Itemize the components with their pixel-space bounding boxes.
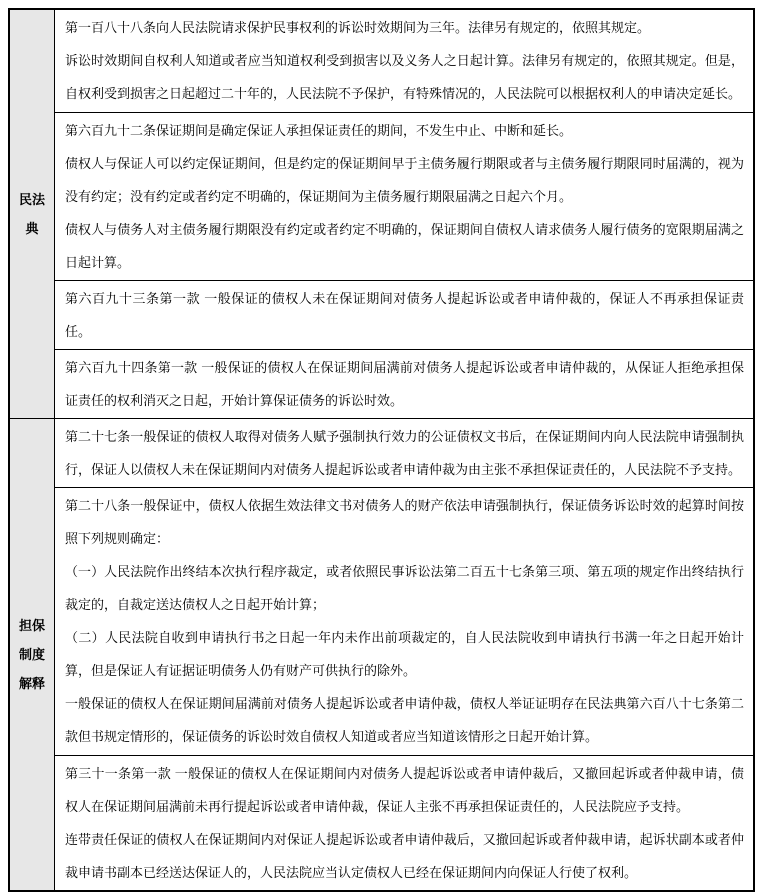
provision-paragraph: 第六百九十三条第一款 一般保证的债权人未在保证期间对债务人提起诉讼或者申请仲裁的，保证人不再承担保证责任。 — [65, 290, 744, 339]
provision-paragraph: 一般保证的债权人在保证期间届满前对债务人提起诉讼或者申请仲裁，债权人举证证明存在民法典第六百八十七条第二款但书规定情形的，保证债务的诉讼时效自债权人知道或者应当知道该情形之日起开始计算。 — [65, 696, 744, 744]
provision-cell-article-694 — [55, 349, 755, 418]
provision-paragraph: 第六百九十二条保证期间是确定保证人承担保证责任的期间，不发生中止、中断和延长。 — [65, 122, 573, 138]
provision-cell-article-693 — [55, 280, 755, 349]
provision-paragraph: 债权人与债务人对主债务履行期限没有约定或者约定不明确的，保证期间自债权人请求债务人履行债务的宽限期届满之日起计算。 — [65, 221, 744, 270]
provision-paragraph: 第一百八十八条向人民法院请求保护民事权利的诉讼时效期间为三年。法律另有规定的，依照其规定。 — [65, 20, 651, 36]
row-header-civil-code: 民法典 — [9, 9, 55, 418]
provision-paragraph: 诉讼时效期间自权利人知道或者应当知道权利受到损害以及义务人之日起计算。法律另有规定的，依照其规定。但是，自权利受到损害之日起超过二十年的，人民法院不予保护，有特殊情况的，人民法院可以根据权利人的申请决定延长。 — [65, 53, 744, 102]
provision-paragraph: 第二十七条一般保证的债权人取得对债务人赋予强制执行效力的公证债权文书后，在保证期间内向人民法院申请强制执行，保证人以债权人未在保证期间内对债务人提起诉讼或者申请仲裁为由主张不承担保证责任的，人民法院不予支持。 — [65, 428, 744, 477]
provision-paragraph: 连带责任保证的债权人在保证期间内对保证人提起诉讼或者申请仲裁后，又撤回起诉或者仲裁申请，起诉状副本或者仲裁申请书副本已经送达保证人的，人民法院应当认定债权人已经在保证期间内向保证人行使了权利。 — [65, 831, 744, 880]
row-header-guarantee-interpretation: 担保制度解释 — [9, 418, 55, 891]
provision-paragraph: 第六百九十四条第一款 一般保证的债权人在保证期间届满前对债务人提起诉讼或者申请仲裁的，从保证人拒绝承担保证责任的权利消灭之日起，开始计算保证债务的诉讼时效。 — [65, 359, 744, 408]
provision-cell-article-28 — [55, 487, 755, 755]
legal-provisions-table — [8, 8, 755, 892]
provision-cell-article-692 — [55, 112, 755, 280]
provision-cell-article-27 — [55, 418, 755, 487]
provision-cell-article-31 — [55, 755, 755, 891]
provision-paragraph: （一）人民法院作出终结本次执行程序裁定，或者依照民事诉讼法第二百五十七条第三项、第五项的规定作出终结执行裁定的，自裁定送达债权人之日起开始计算； — [65, 564, 744, 612]
provision-paragraph: （二）人民法院自收到申请执行书之日起一年内未作出前项裁定的，自人民法院收到申请执行书满一年之日起开始计算，但是保证人有证据证明债务人仍有财产可供执行的除外。 — [65, 630, 744, 678]
provision-paragraph: 第二十八条一般保证中，债权人依据生效法律文书对债务人的财产依法申请强制执行，保证债务诉讼时效的起算时间按照下列规则确定： — [65, 498, 744, 546]
provision-paragraph: 第三十一条第一款 一般保证的债权人在保证期间内对债务人提起诉讼或者申请仲裁后，又撤回起诉或者仲裁申请，债权人在保证期间届满前未再行提起诉讼或者申请仲裁，保证人主张不再承担保证责任的，人民法院应予支持。 — [65, 765, 744, 814]
provision-cell-article-188 — [55, 9, 755, 112]
provision-paragraph: 债权人与保证人可以约定保证期间，但是约定的保证期间早于主债务履行期限或者与主债务履行期限同时届满的，视为没有约定；没有约定或者约定不明确的，保证期间为主债务履行期限届满之日起六个月。 — [65, 155, 744, 204]
